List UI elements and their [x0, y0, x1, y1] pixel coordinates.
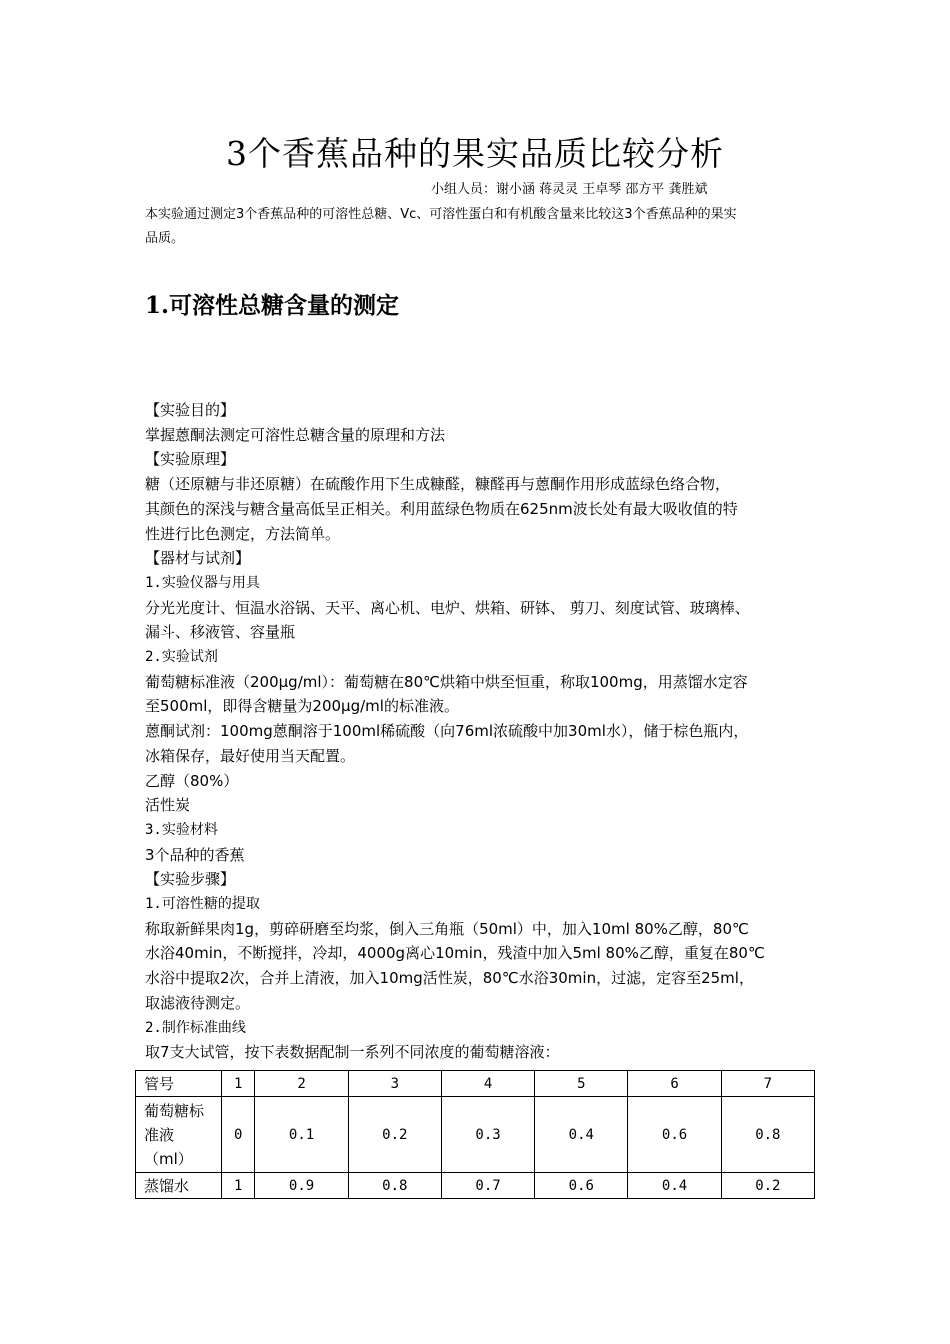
body-line: 水浴中提取2次，合并上清液，加入10mg活性炭，80℃水浴30min，过滤，定容至25ml，: [145, 969, 754, 988]
table-cell: 0.2: [721, 1173, 814, 1199]
label-line: 准液: [144, 1125, 175, 1144]
subheading-steps: 【实验步骤】: [145, 870, 236, 889]
table-cell: 0.7: [441, 1173, 534, 1199]
body-line: 其颜色的深浅与糖含量高低呈正相关。利用蓝绿色物质在625nm波长处有最大吸收值的特: [145, 499, 738, 518]
table-row-label: [136, 1097, 222, 1173]
body-line: 葡萄糖标准液（200μg/ml）：葡萄糖在80℃烘箱中烘至恒重，称取100mg，用蒸馏水定容: [145, 672, 748, 691]
body-line: 1.可溶性糖的提取: [145, 896, 260, 913]
table-cell: 0.9: [255, 1173, 348, 1199]
table-cell: 0.2: [348, 1097, 441, 1173]
table-cell: 0.1: [255, 1097, 348, 1173]
body-line: 1.实验仪器与用具: [145, 574, 260, 591]
body-line: 取滤液待测定。: [145, 993, 251, 1012]
abstract-line: 品质。: [145, 231, 185, 246]
abstract-line: 本实验通过测定3个香蕉品种的可溶性总糖、Vc、可溶性蛋白和有机酸含量来比较这3个香蕉品种的果实: [145, 207, 737, 222]
document-title: 3个香蕉品种的果实品质比较分析: [226, 134, 724, 173]
body-line: 乙醇（80%）: [145, 771, 239, 790]
table-header-cell: 7: [721, 1071, 814, 1097]
body-line: 2.实验试剂: [145, 649, 218, 666]
subheading-principle: 【实验原理】: [145, 450, 236, 469]
body-line: 2.制作标准曲线: [145, 1019, 246, 1036]
section-body: [145, 398, 825, 1065]
table-header-cell: 6: [628, 1071, 721, 1097]
body-line: 至500ml，即得含糖量为200μg/ml的标准液。: [145, 697, 459, 716]
table-header-cell: 管号: [136, 1071, 222, 1097]
body-line: 掌握蒽酮法测定可溶性总糖含量的原理和方法: [145, 425, 446, 444]
table-header-cell: 1: [222, 1071, 255, 1097]
table-cell: 0: [222, 1097, 255, 1173]
body-line: 分光光度计、恒温水浴锅、天平、离心机、电炉、烘箱、研钵、 剪刀、刻度试管、玻璃棒、: [145, 598, 750, 617]
body-line: 3.实验材料: [145, 821, 218, 838]
subheading-materials: 【器材与试剂】: [145, 549, 251, 568]
body-line: 3个品种的香蕉: [145, 845, 245, 864]
section-heading: 1.可溶性总糖含量的测定: [145, 292, 400, 319]
label-line: （ml）: [144, 1149, 193, 1168]
subheading-purpose: 【实验目的】: [145, 401, 236, 419]
body-line: 糖（还原糖与非还原糖）在硫酸作用下生成糠醛，糠醛再与蒽酮作用形成蓝绿色络合物，: [145, 475, 731, 494]
body-line: 冰箱保存，最好使用当天配置。: [145, 746, 356, 765]
table-row-label: 蒸馏水: [136, 1173, 222, 1199]
table-cell: 0.8: [721, 1097, 814, 1173]
body-line: 活性炭: [145, 796, 191, 815]
body-line: 取7支大试管，按下表数据配制一系列不同浓度的葡萄糖溶液：: [145, 1043, 560, 1062]
table-cell: 0.6: [535, 1173, 628, 1199]
table-header-cell: 5: [535, 1071, 628, 1097]
author-line: 小组人员：谢小涵 蒋灵灵 王卓琴 邵方平 龚胜斌: [431, 182, 708, 197]
table-cell: 0.8: [348, 1173, 441, 1199]
glucose-standard-table: [135, 1070, 815, 1199]
table-cell: 0.6: [628, 1097, 721, 1173]
label-line: 葡萄糖标: [144, 1101, 205, 1120]
table-header-cell: 3: [348, 1071, 441, 1097]
table-cell: 0.4: [628, 1173, 721, 1199]
abstract: [145, 203, 815, 251]
table-header-row: [136, 1071, 815, 1097]
table-header-cell: 4: [441, 1071, 534, 1097]
table-header-cell: 2: [255, 1071, 348, 1097]
table-row: [136, 1173, 815, 1199]
body-line: 性进行比色测定，方法简单。: [145, 524, 341, 543]
table-cell: 1: [222, 1173, 255, 1199]
body-line: 水浴40min，不断搅拌，冷却，4000g离心10min，残渣中加入5ml 80%乙醇，重复在80℃: [145, 944, 765, 963]
body-line: 蒽酮试剂：100mg蒽酮溶于100ml稀硫酸（向76ml浓硫酸中加30ml水），储于棕色瓶内，: [145, 722, 749, 741]
body-line: 漏斗、移液管、容量瓶: [145, 623, 296, 642]
table-cell: 0.4: [535, 1097, 628, 1173]
body-line: 称取新鲜果肉1g，剪碎研磨至均浆，倒入三角瓶（50ml）中，加入10ml 80%乙醇，80℃: [145, 919, 749, 938]
table-row: [136, 1097, 815, 1173]
table-cell: 0.3: [441, 1097, 534, 1173]
